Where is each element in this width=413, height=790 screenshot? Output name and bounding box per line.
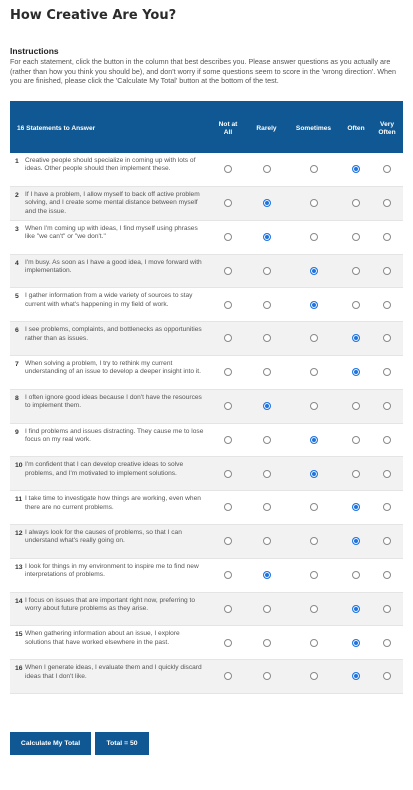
statement-text: I take time to investigate how things are working, even when there are no current problems. [25,491,209,525]
statement-text: I always look for the causes of problems, so that I can understand what's really going on. [25,525,209,559]
radio-rarely[interactable] [263,267,271,275]
statement-text: If I have a problem, I allow myself to back off active problem solving, and I create some mental distance between myself and the issue. [25,187,209,221]
statement-number: 5 [10,288,25,322]
radio-not-at-all[interactable] [224,571,232,579]
radio-very-often[interactable] [383,368,391,376]
option-cell-not-at-all [209,254,247,288]
option-cell-often [341,457,371,491]
table-row [10,220,403,254]
radio-very-often[interactable] [383,503,391,511]
table-row [10,558,403,592]
option-cell-rarely [247,288,286,322]
radio-very-often[interactable] [383,537,391,545]
option-header-sometimes: Sometimes [286,101,341,153]
radio-sometimes[interactable] [310,301,318,309]
radio-rarely[interactable] [263,571,271,579]
option-cell-not-at-all [209,423,247,457]
option-cell-often [341,153,371,187]
table-row [10,356,403,390]
radio-very-often[interactable] [383,233,391,241]
option-cell-sometimes [286,220,341,254]
option-cell-not-at-all [209,525,247,559]
radio-very-often[interactable] [383,470,391,478]
table-row [10,187,403,221]
statement-text: When solving a problem, I try to rethink my current understanding of an issue to develop a deeper insight into it. [25,356,209,390]
radio-not-at-all[interactable] [224,402,232,410]
footer [10,732,403,755]
radio-often[interactable] [352,571,360,579]
radio-rarely[interactable] [263,639,271,647]
option-cell-rarely [247,322,286,356]
radio-sometimes[interactable] [310,402,318,410]
radio-not-at-all[interactable] [224,267,232,275]
table-row [10,288,403,322]
table-row [10,626,403,660]
option-cell-often [341,389,371,423]
statement-text: I look for things in my environment to inspire me to find new interpretations of problems. [25,558,209,592]
option-cell-very-often [371,220,403,254]
radio-often[interactable] [352,605,360,613]
option-cell-not-at-all [209,187,247,221]
radio-not-at-all[interactable] [224,605,232,613]
statement-number: 16 [10,660,25,694]
statement-text: I find problems and issues distracting. They cause me to lose focus on my real work. [25,423,209,457]
option-cell-sometimes [286,626,341,660]
option-cell-not-at-all [209,491,247,525]
option-cell-very-often [371,491,403,525]
radio-often[interactable] [352,368,360,376]
statement-text: I'm confident that I can develop creative ideas to solve problems, and I'm motivated to implement solutions. [25,457,209,491]
radio-very-often[interactable] [383,402,391,410]
radio-very-often[interactable] [383,605,391,613]
option-cell-often [341,525,371,559]
radio-often[interactable] [352,672,360,680]
option-cell-sometimes [286,187,341,221]
option-header-not-at-all: Not at All [209,101,247,153]
radio-rarely[interactable] [263,503,271,511]
option-cell-sometimes [286,389,341,423]
option-cell-often [341,423,371,457]
statement-number: 15 [10,626,25,660]
option-cell-rarely [247,558,286,592]
option-cell-rarely [247,356,286,390]
option-cell-rarely [247,626,286,660]
option-cell-often [341,187,371,221]
table-row [10,322,403,356]
option-cell-rarely [247,187,286,221]
statement-number: 12 [10,525,25,559]
radio-not-at-all[interactable] [224,470,232,478]
statement-number: 13 [10,558,25,592]
radio-often[interactable] [352,233,360,241]
option-cell-very-often [371,288,403,322]
statement-number: 1 [10,153,25,187]
option-cell-not-at-all [209,558,247,592]
option-cell-rarely [247,153,286,187]
radio-rarely[interactable] [263,233,271,241]
radio-sometimes[interactable] [310,470,318,478]
table-row [10,153,403,187]
option-cell-often [341,254,371,288]
radio-often[interactable] [352,334,360,342]
radio-very-often[interactable] [383,199,391,207]
radio-often[interactable] [352,470,360,478]
radio-not-at-all[interactable] [224,368,232,376]
option-cell-not-at-all [209,288,247,322]
table-row [10,423,403,457]
statement-number: 10 [10,457,25,491]
option-cell-sometimes [286,558,341,592]
statements-table [10,101,403,694]
radio-not-at-all[interactable] [224,672,232,680]
option-cell-very-often [371,558,403,592]
statement-text: I gather information from a wide variety of sources to stay current with what's happening in my field of work. [25,288,209,322]
statement-text: I focus on issues that are important right now, preferring to worry about future problems as they arise. [25,592,209,626]
radio-sometimes[interactable] [310,639,318,647]
option-cell-very-often [371,322,403,356]
statement-text: I'm busy. As soon as I have a good idea, I move forward with implementation. [25,254,209,288]
option-cell-very-often [371,592,403,626]
calculate-total-button[interactable]: Calculate My Total [10,732,91,755]
radio-not-at-all[interactable] [224,537,232,545]
option-cell-rarely [247,660,286,694]
radio-very-often[interactable] [383,571,391,579]
table-row [10,660,403,694]
page-title: How Creative Are You? [10,8,177,23]
statement-text: When I'm coming up with ideas, I find myself using phrases like "we can't" or "we don't." [25,220,209,254]
table-header-row [10,101,403,153]
radio-rarely[interactable] [263,470,271,478]
statement-text: When gathering information about an issue, I explore solutions that have worked elsewhere in the past. [25,626,209,660]
radio-often[interactable] [352,639,360,647]
radio-sometimes[interactable] [310,233,318,241]
option-cell-not-at-all [209,389,247,423]
option-cell-sometimes [286,525,341,559]
radio-sometimes[interactable] [310,503,318,511]
option-cell-not-at-all [209,322,247,356]
radio-sometimes[interactable] [310,368,318,376]
radio-not-at-all[interactable] [224,436,232,444]
statement-text: I often ignore good ideas because I don't have the resources to implement them. [25,389,209,423]
option-cell-not-at-all [209,457,247,491]
instructions-title: Instructions [10,46,59,56]
option-header-often: Often [341,101,371,153]
radio-often[interactable] [352,165,360,173]
radio-sometimes[interactable] [310,571,318,579]
option-cell-not-at-all [209,356,247,390]
total-display: Total = 50 [95,732,149,755]
option-cell-often [341,322,371,356]
option-cell-often [341,491,371,525]
radio-very-often[interactable] [383,165,391,173]
radio-not-at-all[interactable] [224,301,232,309]
option-cell-very-often [371,187,403,221]
statement-number: 2 [10,187,25,221]
statement-text: Creative people should specialize in coming up with lots of ideas. Other people should then implement these. [25,153,209,187]
radio-rarely[interactable] [263,334,271,342]
radio-often[interactable] [352,199,360,207]
option-cell-not-at-all [209,626,247,660]
radio-not-at-all[interactable] [224,503,232,511]
option-cell-sometimes [286,254,341,288]
option-cell-sometimes [286,288,341,322]
radio-not-at-all[interactable] [224,639,232,647]
radio-rarely[interactable] [263,301,271,309]
radio-very-often[interactable] [383,334,391,342]
radio-rarely[interactable] [263,368,271,376]
option-cell-rarely [247,254,286,288]
option-cell-rarely [247,423,286,457]
radio-often[interactable] [352,503,360,511]
option-cell-sometimes [286,356,341,390]
radio-sometimes[interactable] [310,436,318,444]
radio-very-often[interactable] [383,301,391,309]
radio-very-often[interactable] [383,639,391,647]
table-row [10,525,403,559]
option-cell-not-at-all [209,592,247,626]
option-cell-rarely [247,389,286,423]
statements-header: 16 Statements to Answer [10,101,209,153]
statement-text: I see problems, complaints, and bottlenecks as opportunities rather than as issues. [25,322,209,356]
radio-often[interactable] [352,267,360,275]
statement-number: 9 [10,423,25,457]
option-cell-rarely [247,525,286,559]
option-cell-very-often [371,389,403,423]
statement-number: 7 [10,356,25,390]
radio-rarely[interactable] [263,436,271,444]
table-row [10,389,403,423]
radio-rarely[interactable] [263,402,271,410]
radio-often[interactable] [352,402,360,410]
table-row [10,491,403,525]
radio-not-at-all[interactable] [224,165,232,173]
option-cell-often [341,592,371,626]
radio-very-often[interactable] [383,267,391,275]
radio-often[interactable] [352,436,360,444]
radio-sometimes[interactable] [310,334,318,342]
option-cell-often [341,558,371,592]
option-cell-sometimes [286,153,341,187]
radio-rarely[interactable] [263,165,271,173]
statement-number: 6 [10,322,25,356]
option-cell-often [341,660,371,694]
option-header-rarely: Rarely [247,101,286,153]
radio-sometimes[interactable] [310,672,318,680]
radio-not-at-all[interactable] [224,334,232,342]
option-cell-often [341,626,371,660]
radio-sometimes[interactable] [310,165,318,173]
statement-number: 14 [10,592,25,626]
option-cell-not-at-all [209,220,247,254]
option-cell-often [341,220,371,254]
option-cell-very-often [371,457,403,491]
option-cell-sometimes [286,423,341,457]
table-row [10,457,403,491]
radio-very-often[interactable] [383,436,391,444]
option-cell-very-often [371,626,403,660]
statement-number: 3 [10,220,25,254]
radio-not-at-all[interactable] [224,233,232,241]
option-cell-rarely [247,220,286,254]
option-cell-sometimes [286,592,341,626]
table-row [10,254,403,288]
statement-number: 11 [10,491,25,525]
option-cell-very-often [371,153,403,187]
option-cell-rarely [247,491,286,525]
radio-rarely[interactable] [263,537,271,545]
instructions-text: For each statement, click the button in the column that best describes you. Please answer questions as you actually are (rather than how you think you should be), and don't worry if some questions seem to score in the 'wrong direction'. When you are finished, please click the 'Calculate My Total' button at the bottom of the test. [10,57,397,86]
option-cell-very-often [371,525,403,559]
option-cell-not-at-all [209,153,247,187]
radio-often[interactable] [352,537,360,545]
option-cell-sometimes [286,660,341,694]
option-cell-sometimes [286,457,341,491]
option-cell-rarely [247,457,286,491]
radio-rarely[interactable] [263,605,271,613]
radio-sometimes[interactable] [310,267,318,275]
radio-rarely[interactable] [263,672,271,680]
radio-not-at-all[interactable] [224,199,232,207]
radio-rarely[interactable] [263,199,271,207]
option-header-very-often: Very Often [371,101,403,153]
statement-number: 8 [10,389,25,423]
option-cell-sometimes [286,322,341,356]
table-row [10,592,403,626]
radio-often[interactable] [352,301,360,309]
option-cell-sometimes [286,491,341,525]
option-cell-very-often [371,254,403,288]
statement-number: 4 [10,254,25,288]
option-cell-often [341,356,371,390]
statement-text: When I generate ideas, I evaluate them and I quickly discard ideas that I don't like. [25,660,209,694]
radio-sometimes[interactable] [310,605,318,613]
option-cell-very-often [371,423,403,457]
option-cell-very-often [371,660,403,694]
option-cell-very-often [371,356,403,390]
radio-very-often[interactable] [383,672,391,680]
option-cell-rarely [247,592,286,626]
radio-sometimes[interactable] [310,199,318,207]
radio-sometimes[interactable] [310,537,318,545]
option-cell-often [341,288,371,322]
option-cell-not-at-all [209,660,247,694]
